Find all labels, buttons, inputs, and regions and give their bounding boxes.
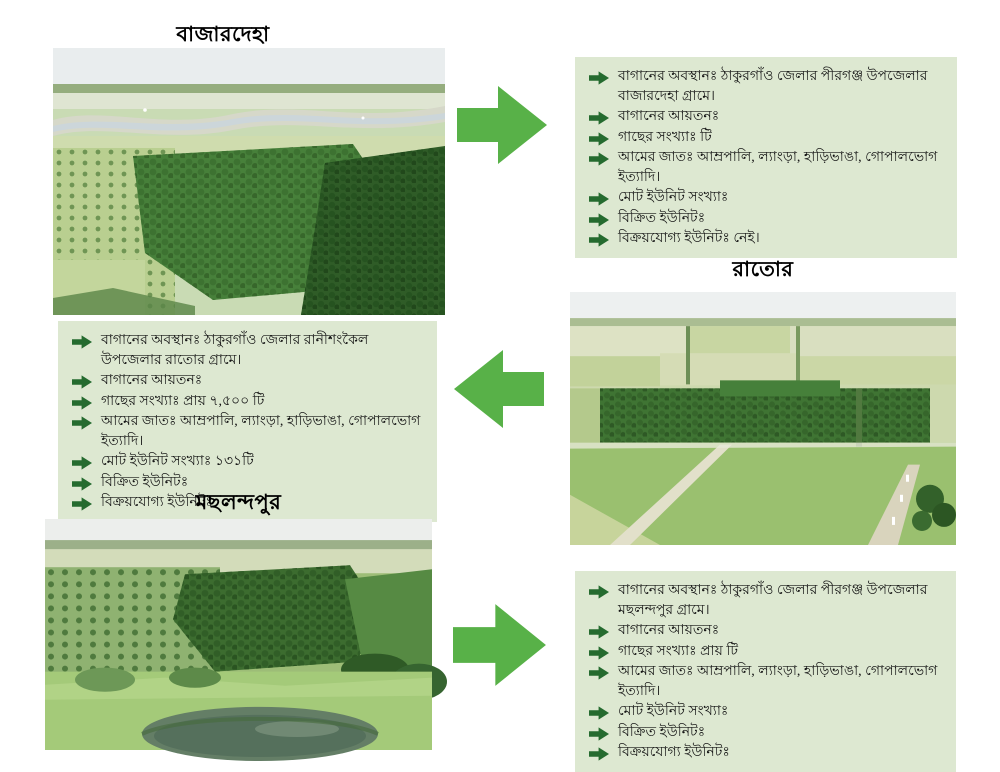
info-item xyxy=(72,412,425,451)
info-item-text: বিক্রিত ইউনিটঃ xyxy=(618,210,706,226)
bullet-arrow-icon xyxy=(72,335,92,349)
bullet-arrow-icon xyxy=(589,747,609,761)
info-item-text: বাগানের আয়তনঃ xyxy=(618,109,720,124)
info-item xyxy=(589,107,945,127)
section-title-bazardeha: বাজারদেহা xyxy=(176,22,270,46)
arrow-left-icon xyxy=(452,348,544,430)
info-item-text: মোট ইউনিট সংখ্যাঃ xyxy=(618,190,729,205)
arrow-right-icon xyxy=(457,84,549,166)
bullet-arrow-icon xyxy=(589,71,609,85)
bullet-arrow-icon xyxy=(589,625,609,639)
bullet-arrow-icon xyxy=(589,585,609,599)
bullet-arrow-icon xyxy=(72,396,92,410)
info-item-text: বিক্রয়যোগ্য ইউনিটঃ xyxy=(618,745,730,760)
info-item xyxy=(589,621,944,641)
aerial-photo-rator xyxy=(570,292,956,545)
info-item-text: বিক্রিত ইউনিটঃ xyxy=(618,724,706,740)
info-item xyxy=(589,148,945,187)
info-item xyxy=(589,743,944,763)
info-item-text: বিক্রিত ইউনিটঃ xyxy=(101,474,189,490)
info-item xyxy=(589,209,945,229)
info-box-machhalandapur xyxy=(575,571,956,772)
info-item-text: আমের জাতঃ আম্রপালি, ল্যাংড়া, হাড়িভাঙা, গোপালভোগ ইত্যাদি। xyxy=(101,414,421,449)
bullet-arrow-icon xyxy=(72,375,92,389)
aerial-photo-machhalandapur-art xyxy=(45,519,432,750)
info-item xyxy=(589,662,944,701)
info-item xyxy=(589,702,944,722)
info-item-text: আমের জাতঃ আম্রপালি, ল্যাংড়া, হাড়িভাঙা, গোপালভোগ ইত্যাদি। xyxy=(618,664,938,699)
bullet-arrow-icon xyxy=(589,646,609,660)
aerial-photo-bazardeha xyxy=(53,48,445,315)
info-item-text: বিক্রয়যোগ্য ইউনিটঃ xyxy=(101,495,213,510)
info-item-text: বাগানের আয়তনঃ xyxy=(618,623,720,638)
aerial-photo-rator-art xyxy=(570,292,956,545)
info-item xyxy=(589,128,945,148)
info-item-text: বাগানের অবস্থানঃ ঠাকুরগাঁও জেলার রানীশংকৈল উপজেলার রাতোর গ্রামে। xyxy=(101,333,369,368)
info-item xyxy=(589,229,945,249)
bullet-arrow-icon xyxy=(72,456,92,470)
info-item-text: গাছের সংখ্যাঃ টি xyxy=(618,129,712,145)
bullet-arrow-icon xyxy=(589,727,609,741)
bullet-arrow-icon xyxy=(589,213,609,227)
info-item xyxy=(589,642,944,662)
info-item xyxy=(589,188,945,208)
info-item-text: বাগানের অবস্থানঃ ঠাকুরগাঁও জেলার পীরগঞ্জ উপজেলার বাজারদেহা গ্রামে। xyxy=(618,69,928,104)
bullet-arrow-icon xyxy=(589,152,609,166)
info-item-text: বাগানের অবস্থানঃ ঠাকুরগাঁও জেলার পীরগঞ্জ উপজেলার মছলন্দপুর গ্রামে। xyxy=(618,583,928,618)
info-item xyxy=(72,452,425,472)
info-item-text: গাছের সংখ্যাঃ প্রায় টি xyxy=(618,643,738,659)
info-item-text: আমের জাতঃ আম্রপালি, ল্যাংড়া, হাড়িভাঙা, গোপালভোগ ইত্যাদি। xyxy=(618,150,938,185)
info-item xyxy=(72,331,425,370)
info-item-text: বিক্রয়যোগ্য ইউনিটঃ নেই। xyxy=(618,231,760,246)
bullet-arrow-icon xyxy=(589,666,609,680)
bullet-arrow-icon xyxy=(589,132,609,146)
info-item xyxy=(72,371,425,391)
bullet-arrow-icon xyxy=(589,192,609,206)
bullet-arrow-icon xyxy=(589,111,609,125)
section-title-rator: রাতোর xyxy=(732,257,794,281)
info-item-text: বাগানের আয়তনঃ xyxy=(101,373,203,388)
info-item-text: মোট ইউনিট সংখ্যাঃ ১৩১টি xyxy=(101,454,254,469)
info-item-text: মোট ইউনিট সংখ্যাঃ xyxy=(618,704,729,719)
info-item xyxy=(589,581,944,620)
bullet-arrow-icon xyxy=(589,233,609,247)
info-item xyxy=(589,723,944,743)
section-title-machhalandapur: মছলন্দপুর xyxy=(195,490,282,514)
aerial-photo-machhalandapur xyxy=(45,519,432,750)
arrow-right-icon xyxy=(453,602,548,688)
bullet-arrow-icon xyxy=(589,706,609,720)
info-box-bazardeha xyxy=(575,57,957,258)
bullet-arrow-icon xyxy=(72,416,92,430)
info-item xyxy=(72,392,425,412)
info-item-text: গাছের সংখ্যাঃ প্রায় ৭,৫০০ টি xyxy=(101,393,265,409)
aerial-photo-bazardeha-art xyxy=(53,48,445,315)
info-item xyxy=(589,67,945,106)
